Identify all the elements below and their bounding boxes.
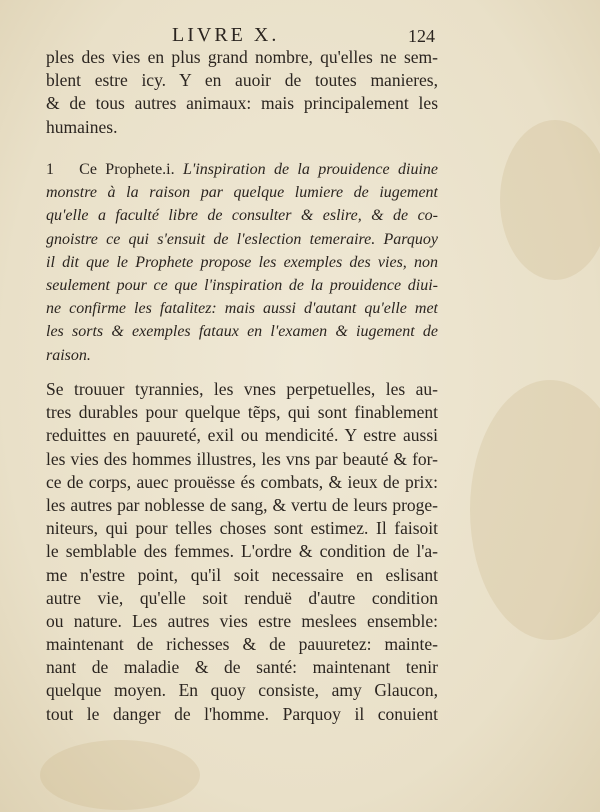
text-paragraph-main xyxy=(46,378,438,726)
text-line: les autres par noblesse de sang, & vertu de leurs proge- xyxy=(46,494,438,515)
note-lead: Ce Prophete.i. xyxy=(79,161,175,178)
note-line: raison. xyxy=(46,346,91,364)
text-line: ples des vies en plus grand nombre, qu'elles ne sem- xyxy=(46,47,438,67)
note-line: qu'elle a faculté libre de consulter & eslire, & de co- xyxy=(46,207,438,225)
text-line: les vies des hommes illustres, les vns par beauté & for- xyxy=(46,448,438,469)
text-line: autre vie, qu'elle soit renduë d'autre condition xyxy=(46,587,438,608)
commentary-note xyxy=(46,158,438,367)
text-line: maintenant de richesses & de pauuretez: mainte- xyxy=(46,634,438,655)
running-title: LIVRE X. xyxy=(172,24,280,46)
text-line: humaines. xyxy=(46,116,118,137)
note-line: gnoistre ce qui s'ensuit de l'eslection temeraire. Parquoy xyxy=(46,230,438,248)
text-line: reduittes en pauureté, exil ou mendicité. Y estre aussi xyxy=(46,425,438,446)
page-number: 124 xyxy=(408,26,435,46)
text-line: blent estre icy. Y en auoir de toutes manieres, xyxy=(46,70,438,91)
text-line: niteurs, qui pour telles choses sont estimez. Il faisoit xyxy=(46,518,438,539)
text-line: Se trouuer tyrannies, les vnes perpetuelles, les au- xyxy=(46,379,438,399)
note-line: les sorts & exemples fataux en l'examen & iugement de xyxy=(46,323,438,341)
page-header xyxy=(0,24,600,48)
note-first-line xyxy=(46,158,438,181)
text-line: tout le danger de l'homme. Parquoy il conuient xyxy=(46,703,438,724)
paper-stain xyxy=(470,380,600,640)
text-line: me n'estre point, qu'il soit necessaire en eslisant xyxy=(46,564,438,585)
note-marker: 1 xyxy=(46,161,54,178)
text-line: le semblable des femmes. L'ordre & condition de l'a- xyxy=(46,541,438,562)
paper-stain xyxy=(500,120,600,280)
text-paragraph-top xyxy=(46,46,438,139)
text-line: ce de corps, auec prouësse és combats, & ieux de prix: xyxy=(46,471,438,492)
note-line: ne confirme les fatalitez: mais aussi d'autant qu'elle met xyxy=(46,300,438,318)
text-line: tres durables pour quelque tẽps, qui sont finablement xyxy=(46,402,438,423)
note-line: monstre à la raison par quelque lumiere de iugement xyxy=(46,184,438,202)
paper-stain xyxy=(40,740,200,810)
note-line: seulement pour ce que l'inspiration de la prouidence diui- xyxy=(46,276,438,294)
text-line: ou nature. Les autres vies estre meslees ensemble: xyxy=(46,610,438,631)
note-line: il dit que le Prophete propose les exemples des vies, non xyxy=(46,253,438,271)
text-line: & de tous autres animaux: mais principalement les xyxy=(46,93,438,114)
text-line: quelque moyen. En quoy consiste, amy Glaucon, xyxy=(46,680,438,701)
note-line-text: L'inspiration de la prouidence diuine xyxy=(183,161,438,178)
text-line: nant de maladie & de santé: maintenant tenir xyxy=(46,657,438,678)
